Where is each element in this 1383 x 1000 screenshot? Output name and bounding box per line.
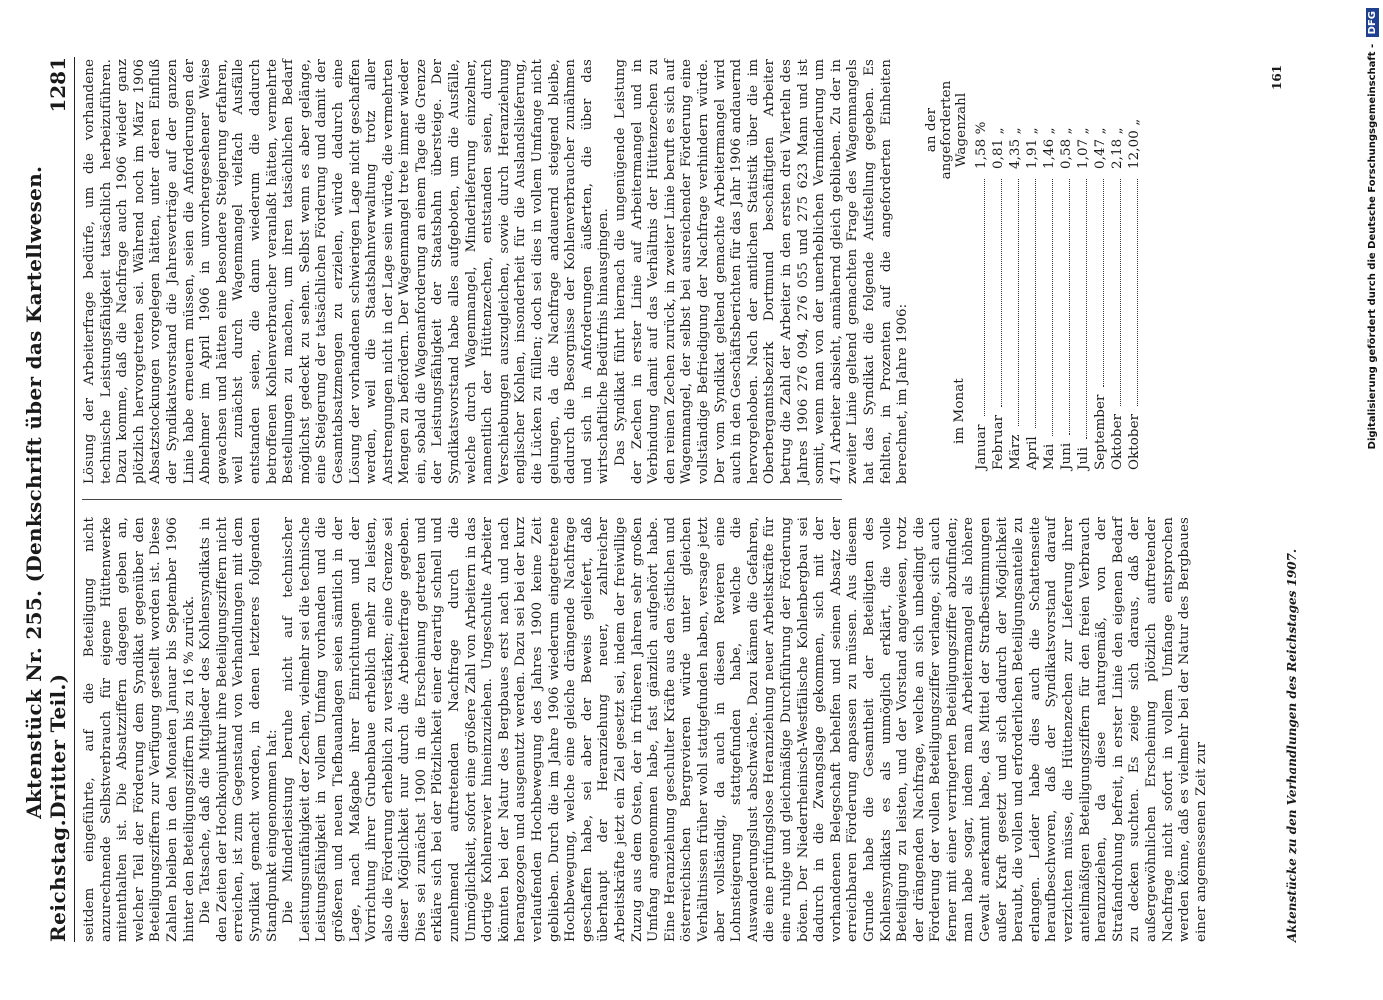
table-row	[1024, 59, 1041, 484]
leader-dots	[990, 179, 1002, 407]
table-row	[1041, 59, 1058, 484]
table-cell-month: Juni	[1058, 442, 1074, 470]
table-cell-value: 12,00 „	[1126, 118, 1142, 169]
table-header-share: an der angeforderten Wagenzahl	[923, 80, 969, 180]
table-cell-value: 4,35 „	[1007, 127, 1023, 169]
left-column	[82, 517, 1210, 942]
table-cell-value: 1,91 „	[1024, 127, 1040, 169]
leader-dots	[1075, 179, 1087, 439]
dfg-logo-text: DFG	[1366, 8, 1379, 37]
table-cell-value: 0,47 „	[1092, 127, 1108, 169]
table-row	[1092, 59, 1109, 484]
table-row	[1109, 59, 1126, 484]
table-row	[1058, 59, 1075, 484]
page-footer: Aktenstücke zu den Verhandlungen des Reichstages 1907.	[1285, 548, 1299, 942]
leader-dots	[1007, 179, 1019, 426]
leader-dots	[1109, 179, 1121, 406]
paragraph: Die Tatsache, daß die Mitglieder des Kohlensyndikats in den Zeiten der Hochkonjunktur ihre Beteiligungsziffern nicht erreichen, ist zum Gegenstand von Verhandlungen mit dem Syndikat gemacht worden, in denen letzteres folgenden Standpunkt eingenommen hat:	[198, 517, 280, 942]
table-cell-value: 0,58 „	[1058, 127, 1074, 169]
table-cell-value: 1,58 %	[973, 121, 989, 169]
page-number: 1281	[46, 57, 70, 113]
table-header	[924, 59, 973, 484]
dfg-note	[1364, 8, 1382, 993]
digitization-sidebar	[1364, 8, 1382, 993]
paragraph: seitdem eingeführte, auf die Beteiligung nicht anzurechnende Selbstverbrauch für eigene Hüttenwerke mitenthalten ist. Die Absatzziffern dagegen geben an, welcher Teil der Förderung dem Syndikat gegenüber den Beteiligungsziffern zur Verfügung gestellt worden ist. Diese Zahlen bleiben in den Monaten Januar bis September 1906 hinter den Beteiligungsziffern bis zu 16 % zurück.	[82, 517, 197, 942]
signature-mark: 161	[1270, 64, 1284, 90]
paragraph: Lösung der Arbeiterfrage bedürfe, um die vorhandene technische Leistungsfähigkeit tatsächlich herbeizuführen. Dazu komme, daß die Nachfrage auch 1906 wieder ganz plötzlich hervorgetreten sei. Während noch im März 1906 Absatzstockungen vorgelegen hätten, unter deren Einfluß der Syndikatsvorstand die Jahresverträge auf der ganzen Linie habe erneuern müssen, seien die Anforderungen der Abnehmer im April 1906 in unvorhergesehener Weise gewachsen und hätten eine besondere Steigerung erfahren, weil zunächst durch Wagenmangel vielfach Ausfälle entstanden seien, die dann wiederum die dadurch betroffenen Kohlenverbraucher veranlaßt hätten, vermehrte Bestellungen zu machen, um ihren tatsächlichen Bedarf möglichst gedeckt zu sehen. Selbst wenn es aber gelänge, eine Steigerung der tatsächlichen Förderung und damit der Gesamtabsatzmengen zu erzielen, würde dadurch eine Lösung der vorhandenen schwierigen Lage nicht geschaffen werden, weil die Staatsbahnverwaltung trotz aller Anstrengungen nicht in der Lage sein würde, die vermehrten Mengen zu befördern. Der Wagenmangel trete immer wieder ein, sobald die Wagenanforderung an einem Tage die Grenze der Leistungsfähigkeit der Staatsbahn übersteige. Der Syndikatsvorstand habe alles aufgeboten, um die Ausfälle, welche durch Wagenmangel, Minderlieferung einzelner, namentlich der Hüttenzechen, entstanden seien, durch Verschiebungen auszugleichen, sowie durch Heranziehung englischer Kohlen, insonderheit für die Auslandslieferung, die Lücken zu füllen; doch sei dies in vollem Umfange nicht gelungen, da die Nachfrage andauernd steigend bleibe, dadurch die Besorgnisse der Kohlenverbraucher zunähmen und sich in Anforderungen äußerten, die über das wirtschaftliche Bedürfnis hinausgingen.	[82, 59, 612, 484]
leader-dots	[1024, 179, 1036, 428]
table-body	[973, 59, 1143, 484]
table-cell-value: 2,18 „	[1109, 127, 1125, 169]
table-cell-month: Januar	[973, 424, 989, 470]
leader-dots	[1126, 179, 1138, 406]
page-content	[22, 57, 1310, 942]
table-cell-month: Februar	[990, 414, 1006, 470]
table-cell-month: Juli	[1075, 447, 1091, 470]
table-cell-month: Oktober	[1126, 413, 1142, 470]
table-row	[1007, 59, 1024, 484]
header-left: Reichstag.	[46, 818, 70, 942]
table-row	[973, 59, 990, 484]
table-cell-month: April	[1024, 436, 1040, 470]
table-row	[1126, 59, 1143, 484]
table-cell-value: 0,81 „	[990, 127, 1006, 169]
paragraph: Die Minderleistung beruhe nicht auf technischer Leistungsunfähigkeit der Zechen, vielmehr sei die technische Leistungsfähigkeit in vollem Umfang vorhanden und die größeren und neuen Tiefbauanlagen seien sämtlich in der Lage, nach Maßgabe ihrer Einrichtungen und der Vorrichtung ihrer Grubenbaue erheblich mehr zu leisten, also die Förderung erheblich zu verstärken; eine Grenze sei dieser Möglichkeit nur durch die Arbeiterfrage gegeben. Dies sei zunächst 1900 in die Erscheinung getreten und erkläre sich bei der Plötzlichkeit einer derartig schnell und zunehmend auftretenden Nachfrage durch die Unmöglichkeit, sofort eine größere Zahl von Arbeitern in das dortige Kohlenrevier hineinzuziehen. Ungeschulte Arbeiter könnten bei der Natur des Bergbaues erst nach und nach herangezogen und ausgenutzt werden. Dazu sei bei der kurz verlaufenden Hochbewegung des Jahres 1900 keine Zeit geblieben. Durch die im Jahre 1906 wiederum eingetretene Hochbewegung, welche eine gleiche drängende Nachfrage geschaffen habe, sei aber der Beweis geliefert, daß überhaupt der Heranziehung neuer, zahlreicher Arbeitskräfte jetzt ein Ziel gesetzt sei, indem der freiwillige Zuzug aus dem Osten, der in früheren Jahren sehr großen Umfang angenommen habe, fast gänzlich aufgehört habe. Eine Heranziehung geschulter Kräfte aus den östlichen und österreichischen Bergrevieren würde unter gleichen Verhältnissen früher wohl stattgefunden haben, versage jetzt aber vollständig, da auch in diesen Revieren eine Lohnsteigerung stattgefunden habe, welche die Auswanderungslust abschwäche. Dazu kämen die Gefahren, die eine prüfungslose Heranziehung neuer Arbeitskräfte für eine ruhige und gleichmäßige Durchführung der Förderung böten. Der Niederrheinisch-Westfälische Kohlenbergbau sei dadurch in die Zwangslage gekommen, sich mit der vorhandenen Belegschaft behelfen und seinen Absatz der erreichbaren Förderung anpassen zu müssen. Aus diesem Grunde habe die Gesamtheit der Beteiligten des Kohlensyndikats es als unmöglich erklärt, die volle Beteiligung zu leisten, und der Vorstand angewiesen, trotz der drängenden Nachfrage, welche an sich unbedingt die Förderung der vollen Beteiligungsziffer verlange, sich auch ferner mit einer verringerten Beteiligungsziffer abzufinden; man habe sogar, indem man Arbeitermangel als höhere Gewalt anerkannt habe, das Mittel der Strafbestimmungen außer Kraft gesetzt und sich dadurch der Möglichkeit beraubt, die vollen und erforderlichen Beteiligungsanteile zu erlangen. Leider habe dies auch die Schattenseite heraufbeschworen, daß der Syndikatsvorstand darauf verzichten müsse, die Hüttenzechen zur Lieferung ihrer anteilmäßigen Beteiligungsziffern für den freien Verbrauch heranzuziehen, da diese naturgemäß, von der Strafandrohung befreit, in erster Linie den eigenen Bedarf zu decken suchten. Es zeige sich daraus, daß der außergewöhnlichen Erscheinung plötzlich auftretender Nachfrage nicht sofort in vollem Umfange entsprochen werden könne, daß es vielmehr bei der Natur des Bergbaues einer angemessenen Zeit zur	[281, 517, 1209, 942]
dfg-note-text: Digitalisierung gefördert durch die Deutsche Forschungsgemeinschaft -	[1367, 43, 1378, 450]
table-cell-value: 1,07 „	[1075, 127, 1091, 169]
leader-dots	[973, 179, 985, 416]
leader-dots	[1041, 179, 1053, 436]
table-header-month: im Monat	[952, 378, 968, 444]
paragraph: Das Syndikat führt hiernach die ungenügende Leistung der Zechen in erster Linie auf Arbeitermangel und in Verbindung damit auf das Verhältnis der Hüttenzechen zu den reinen Zechen zurück, in zweiter Linie beruft es sich auf Wagenmangel, der selbst bei ausreichender Förderung eine vollständige Befriedigung der Nachfrage verhindern würde. Der vom Syndikat geltend gemachte Arbeitermangel wird auch in den Geschäftsberichten für das Jahr 1906 andauernd hervorgehoben. Nach der amtlichen Statistik über die im Oberbergamtsbezirk Dortmund beschäftigten Arbeiter betrug die Zahl der Arbeiter in den ersten drei Vierteln des Jahres 1906 276 094, 276 055 und 275 623 Mann und ist somit, wenn man von der unerheblichen Verminderung um 471 Arbeiter absieht, annähernd gleich geblieben. Zu der in zweiter Linie geltend gemachten Frage des Wagenmangels hat das Syndikat die folgende Aufstellung gegeben. Es fehlten, in Prozenten auf die angeforderten Einheiten berechnet, im Jahre 1906:	[613, 59, 911, 484]
wagon-shortage-table	[924, 59, 1143, 484]
table-row	[1075, 59, 1092, 484]
table-cell-value: 1,46 „	[1041, 127, 1057, 169]
right-column	[82, 59, 1143, 484]
table-cell-month: September	[1092, 394, 1108, 470]
table-cell-month: Oktober	[1109, 413, 1125, 470]
leader-dots	[1092, 179, 1104, 387]
table-cell-month: März	[1007, 434, 1023, 470]
table-row	[990, 59, 1007, 484]
page-header	[22, 57, 75, 942]
table-cell-month: Mai	[1041, 443, 1057, 470]
leader-dots	[1058, 179, 1070, 435]
column-divider	[82, 499, 842, 500]
header-title: Aktenstück Nr. 255. (Denkschrift über das Kartellwesen. Dritter Teil.)	[22, 165, 70, 819]
